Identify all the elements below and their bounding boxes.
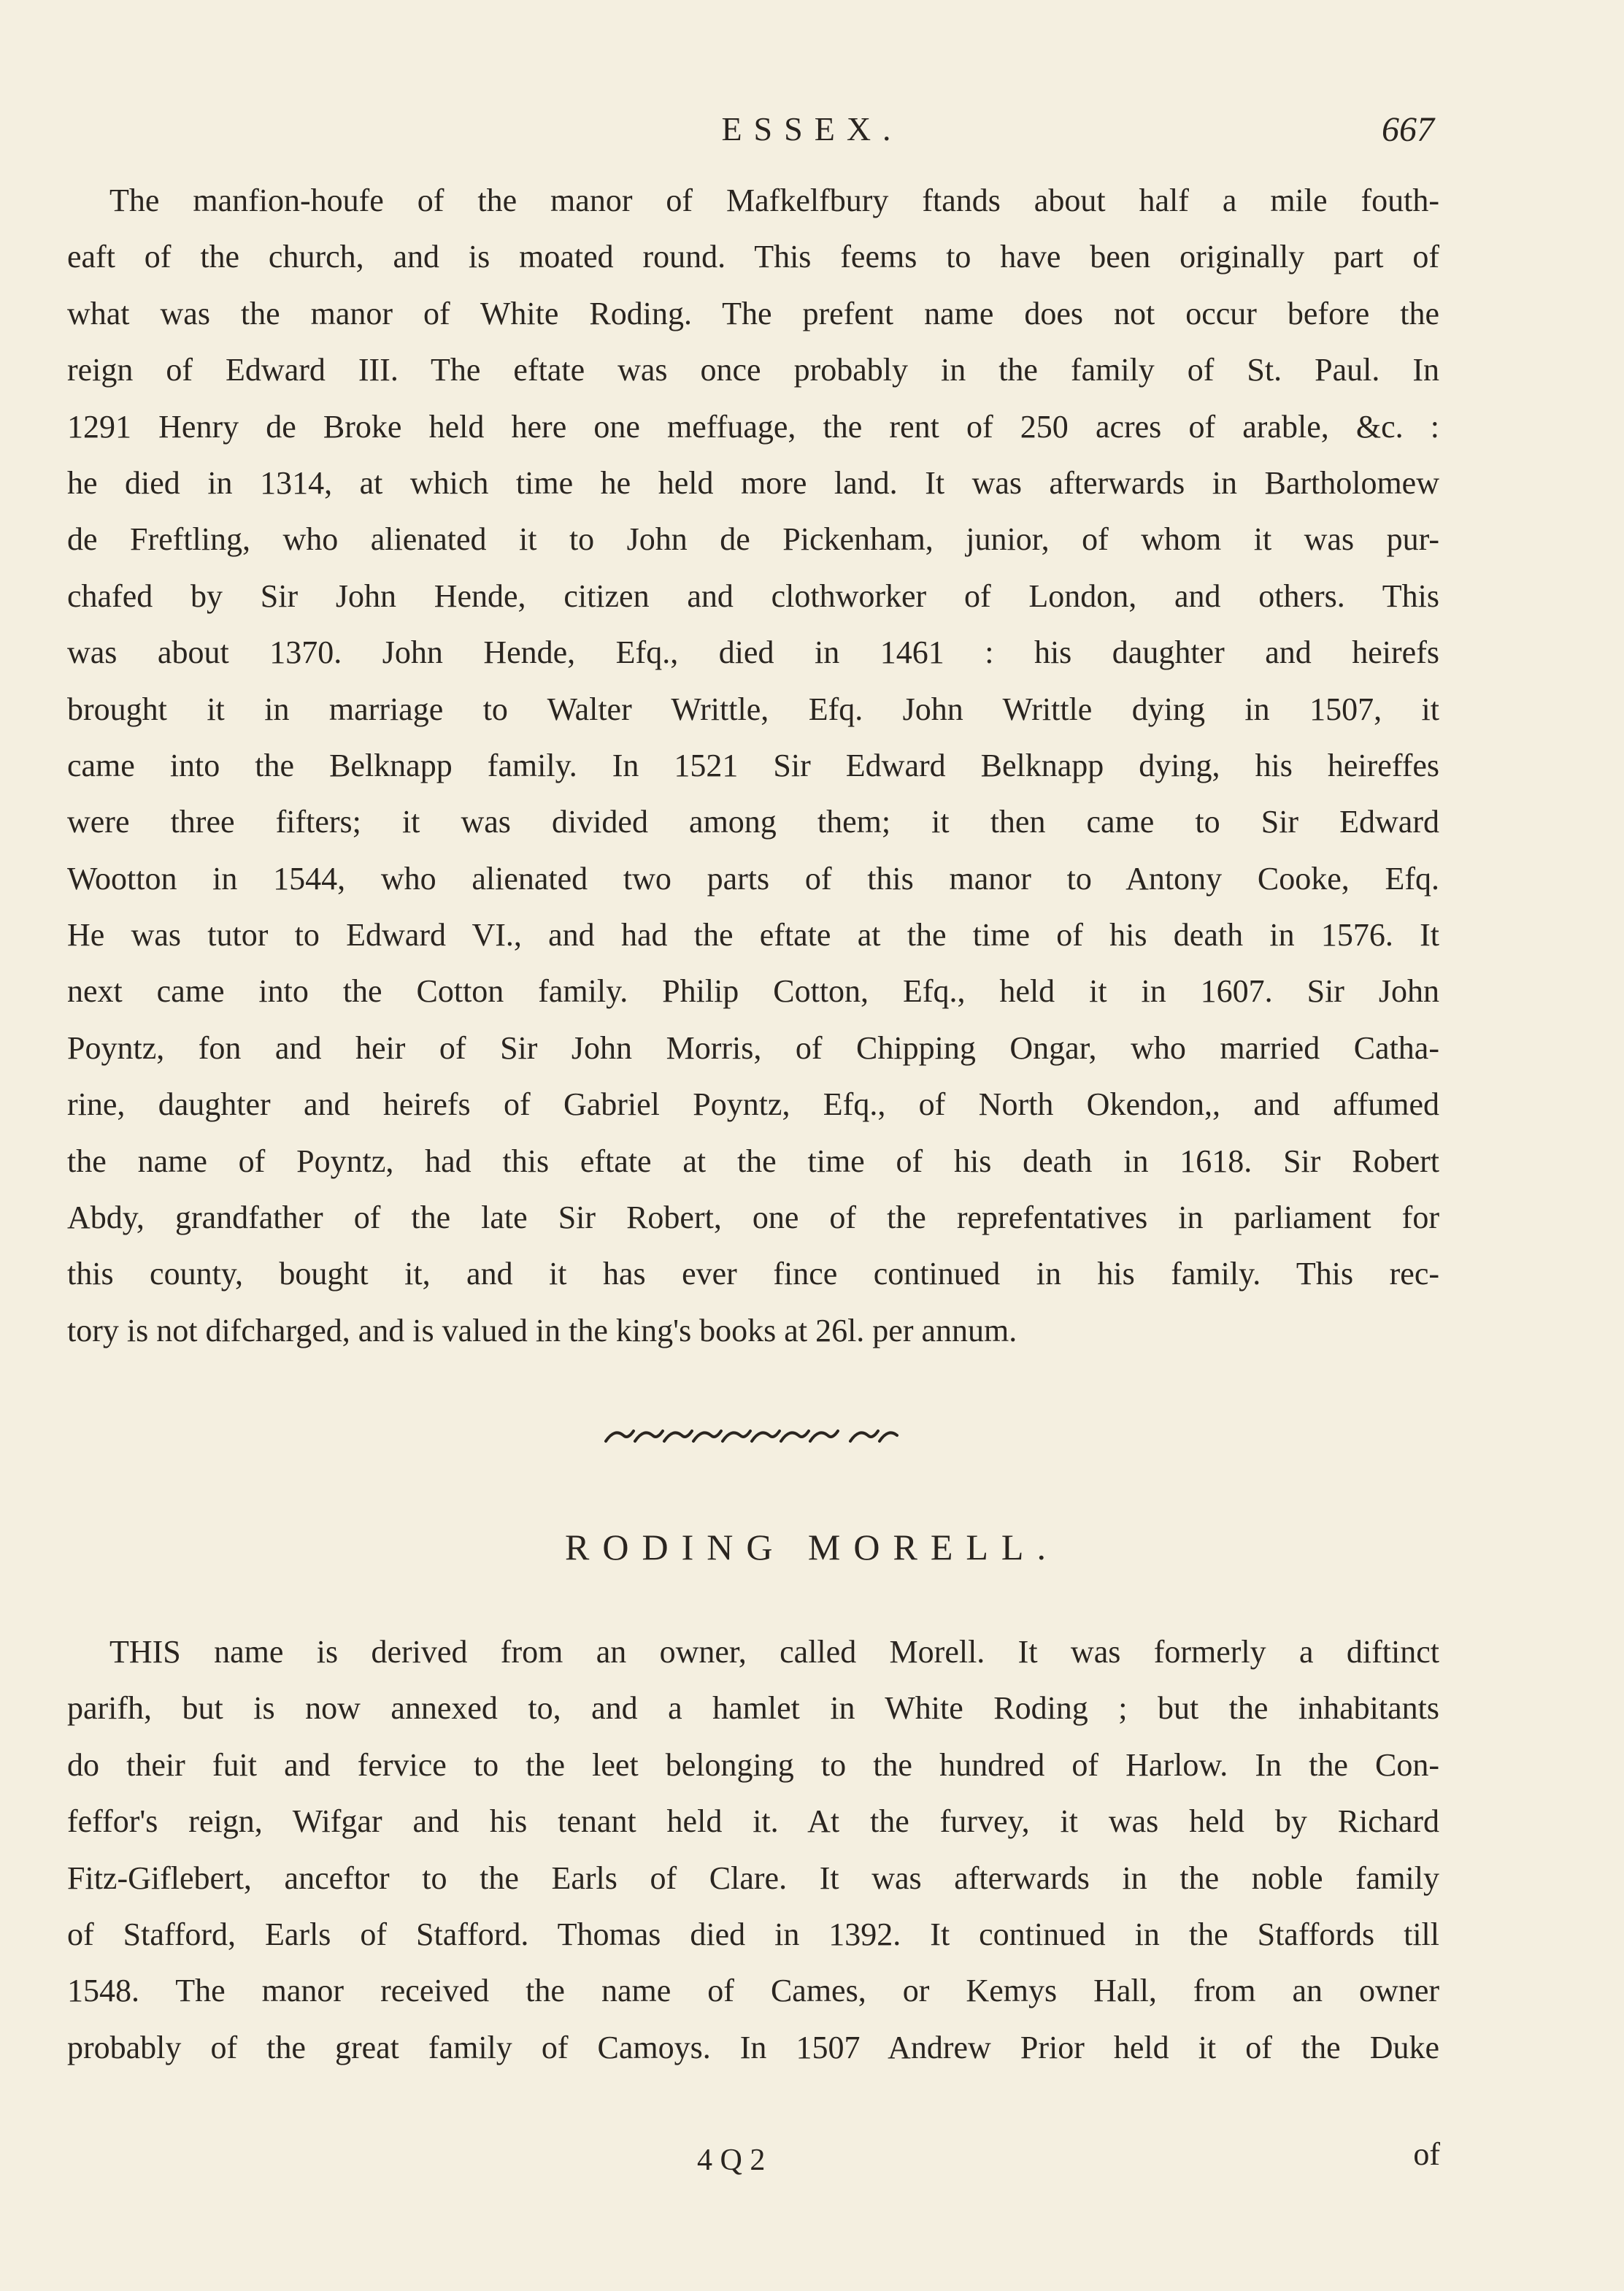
text-line: rine, daughter and heirefs of Gabriel Poyntz, Efq., of North Okendon,, and affumed — [67, 1086, 1439, 1123]
running-title: ESSEX. — [721, 110, 903, 147]
paragraph-maskelsbury — [67, 172, 1439, 1359]
running-head — [0, 110, 1624, 161]
text-line: he died in 1314, at which time he held more land. It was afterwards in Bartholomew — [67, 464, 1439, 501]
text-line: He was tutor to Edward VI., and had the eftate at the time of his death in 1576. It — [67, 917, 1439, 953]
text-line: Poyntz, fon and heir of Sir John Morris, of Chipping Ongar, who married Catha- — [67, 1029, 1439, 1066]
text-line: do their fuit and fervice to the leet belonging to the hundred of Harlow. In the Con- — [67, 1746, 1439, 1783]
page-number: 667 — [1382, 110, 1434, 149]
text-line: Wootton in 1544, who alienated two parts of this manor to Antony Cooke, Efq. — [67, 860, 1439, 897]
text-line: came into the Belknapp family. In 1521 Sir Edward Belknapp dying, his heireffes — [67, 747, 1439, 783]
text-line: reign of Edward III. The eftate was once probably in the family of St. Paul. In — [67, 352, 1439, 388]
signature-mark: 4 Q 2 — [697, 2144, 766, 2177]
text-line: tory is not difcharged, and is valued in the king's books at 26l. per annum. — [67, 1312, 1017, 1348]
text-line: were three fifters; it was divided among them; it then came to Sir Edward — [67, 804, 1439, 840]
text-line: 1291 Henry de Broke held here one meffuage, the rent of 250 acres of arable, &c. : — [67, 408, 1439, 445]
text-line: de Freftling, who alienated it to John de Pickenham, junior, of whom it was pur- — [67, 521, 1439, 558]
paragraph-roding-morell — [67, 1624, 1439, 2076]
text-line: The manfion-houfe of the manor of Mafkelfbury ftands about half a mile fouth- — [109, 183, 1439, 218]
text-line: Fitz-Giflebert, anceftor to the Earls of Clare. It was afterwards in the noble family — [67, 1860, 1439, 1896]
text-line: the name of Poyntz, had this eftate at the time of his death in 1618. Sir Robert — [67, 1143, 1439, 1179]
text-line: what was the manor of White Roding. The prefent name does not occur before the — [67, 295, 1439, 331]
text-line: parifh, but is now annexed to, and a hamlet in White Roding ; but the inhabitants — [67, 1690, 1439, 1727]
text-line: THIS name is derived from an owner, called Morell. It was formerly a diftinct — [109, 1634, 1439, 1670]
text-line: eaft of the church, and is moated round. This feems to have been originally part of — [67, 239, 1439, 275]
text-line: brought it in marriage to Walter Writtle, Efq. John Writtle dying in 1507, it — [67, 691, 1439, 727]
section-divider-ornament — [599, 1425, 905, 1446]
text-line: this county, bought it, and it has ever fince continued in his family. This rec- — [67, 1256, 1439, 1292]
text-line: next came into the Cotton family. Philip Cotton, Efq., held it in 1607. Sir John — [67, 973, 1439, 1010]
text-line: feffor's reign, Wifgar and his tenant held it. At the furvey, it was held by Richard — [67, 1803, 1439, 1840]
section-title: RODING MORELL. — [565, 1527, 1059, 1567]
text-line: chafed by Sir John Hende, citizen and clothworker of London, and others. This — [67, 577, 1439, 614]
page-footer — [0, 2136, 1624, 2201]
text-line: probably of the great family of Camoys. In 1507 Andrew Prior held it of the Duke — [67, 2029, 1439, 2065]
text-line: Abdy, grandfather of the late Sir Robert, one of the reprefentatives in parliament for — [67, 1200, 1439, 1236]
catchword: of — [1413, 2136, 1440, 2172]
text-line: 1548. The manor received the name of Cames, or Kemys Hall, from an owner — [67, 1973, 1439, 2009]
text-line: of Stafford, Earls of Stafford. Thomas died in 1392. It continued in the Staffords till — [67, 1916, 1439, 1952]
text-line: was about 1370. John Hende, Efq., died in 1461 : his daughter and heirefs — [67, 634, 1439, 671]
